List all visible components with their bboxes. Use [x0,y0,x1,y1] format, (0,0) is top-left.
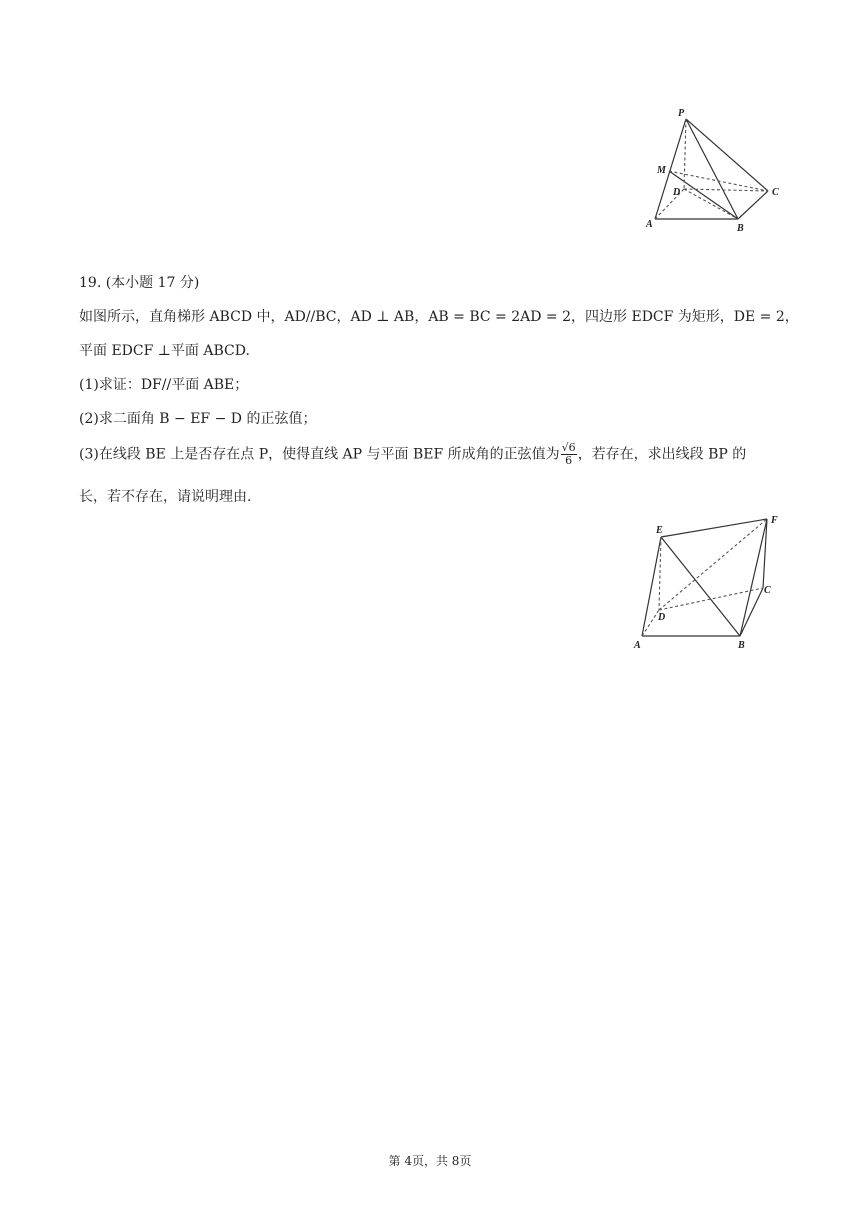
label-p: P [678,108,685,119]
label-a: A [646,219,653,230]
label-c: C [772,187,779,198]
figure-trapezoid-rectangle [630,512,790,657]
label-d: D [658,612,666,623]
problem-statement-line-1: 如图所示，直角梯形 ABCD 中，AD//BC，AD ⊥ AB，AB = BC = 2AD = 2，四边形 EDCF 为矩形，DE = 2， [79,309,799,325]
label-b: B [737,223,744,234]
fraction-numerator: √6 [561,441,576,454]
problem-statement-line-2: 平面 EDCF ⊥平面 ABCD. [79,343,250,359]
label-a: A [634,640,641,651]
figure-pyramid [640,105,790,235]
fraction-denominator: 6 [565,454,573,467]
label-f: F [771,515,778,526]
question-part-3-text-a: (3)在线段 BE 上是否存在点 P，使得直线 AP 与平面 BEF 所成角的正弦值为 [79,446,560,463]
question-part-3 [79,442,746,467]
page-footer: 第 4页，共 8页 [388,1154,472,1168]
problem-header: 19. (本小题 17 分) [79,275,200,291]
question-part-3-continued: 长，若不存在，请说明理由. [79,489,252,505]
label-d: D [673,187,681,198]
label-b: B [738,640,745,651]
sqrt6-over-6-fraction [561,442,577,467]
label-c: C [764,585,771,596]
question-part-1: (1)求证：DF//平面 ABE； [79,377,249,393]
label-e: E [656,525,663,536]
question-part-2: (2)求二面角 B − EF − D 的正弦值； [79,411,317,427]
label-m: M [657,165,666,176]
question-part-3-text-b: ，若存在，求出线段 BP 的 [577,446,747,463]
